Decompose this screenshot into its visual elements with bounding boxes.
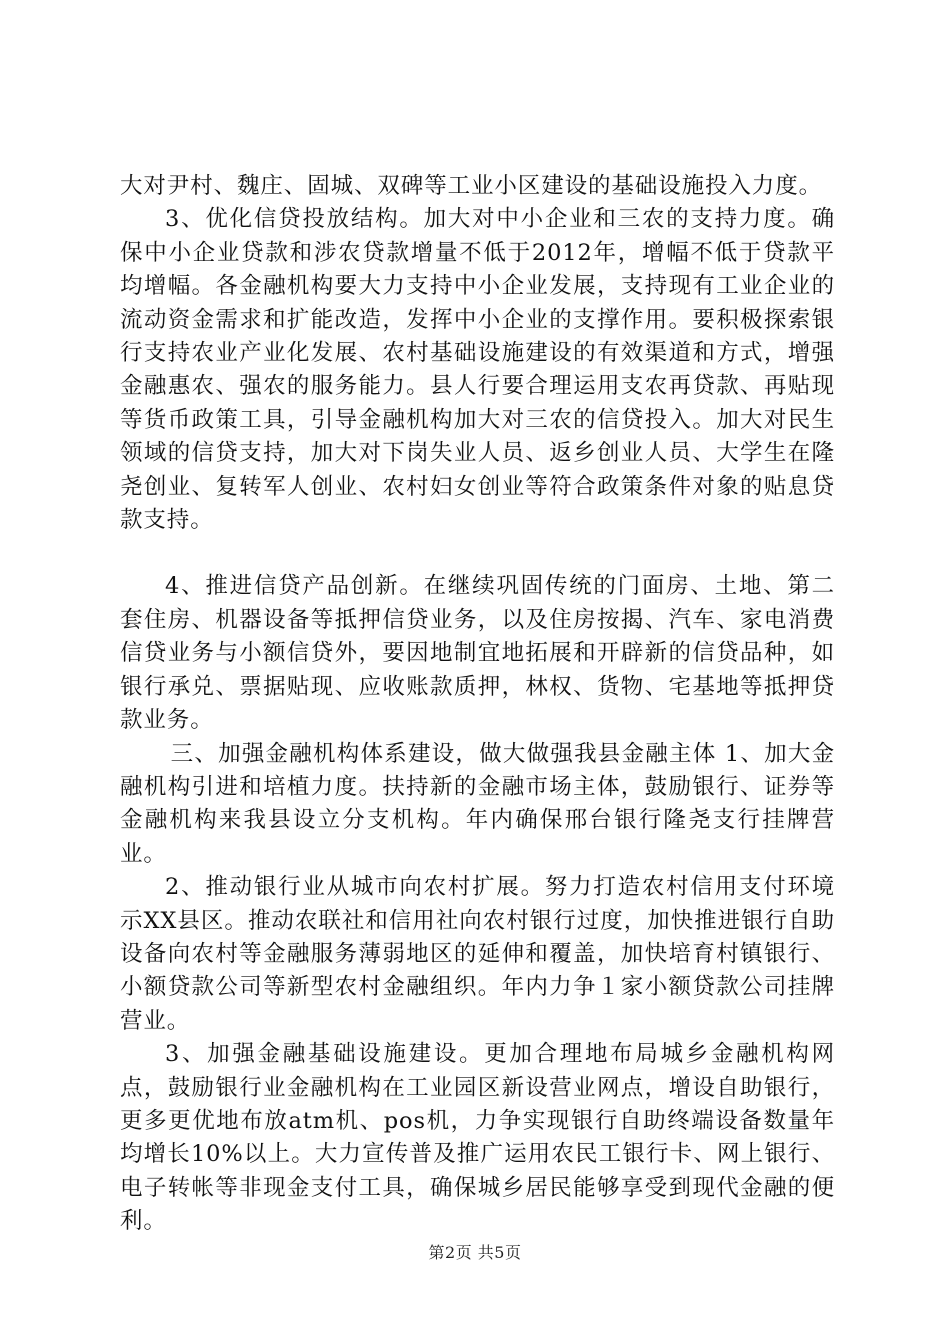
page-footer — [0, 1240, 950, 1263]
paragraph-credit-structure: 3、优化信贷投放结构。加大对中小企业和三农的支持力度。确保中小企业贷款和涉农贷款增量不低于2012年，增幅不低于贷款平均增幅。各金融机构要大力支持中小企业发展，支持现有工业企业的流动资金需求和扩能改造，发挥中小企业的支撑作用。要积极探索银行支持农业产业化发展、农村基础设施建设的有效渠道和方式，增强金融惠农、强农的服务能力。县人行要合理运用支农再贷款、再贴现等货币政策工具，引导金融机构加大对三农的信贷投入。加大对民生领域的信贷支持，加大对下岗失业人员、返乡创业人员、大学生在隆尧创业、复转军人创业、农村妇女创业等符合政策条件对象的贴息贷款支持。 — [120, 206, 835, 534]
paragraph-infrastructure: 3、加强金融基础设施建设。更加合理地布局城乡金融机构网点，鼓励银行业金融机构在工业园区新设营业网点，增设自助银行，更多更优地布放atm机、pos机，力争实现银行自助终端设备数量年均增长10%以上。大力宣传普及推广运用农民工银行卡、网上银行、电子转帐等非现金支付工具，确保城乡居民能够享受到现代金融的便利。 — [120, 1041, 835, 1235]
paragraph-rural-expansion: 2、推动银行业从城市向农村扩展。努力打造农村信用支付环境示XX县区。推动农联社和信用社向农村银行过度，加快推进银行自助设备向农村等金融服务薄弱地区的延伸和覆盖，加快培育村镇银行、小额贷款公司等新型农村金融组织。年内力争１家小额贷款公司挂牌营业。 — [120, 874, 835, 1034]
document-body — [120, 170, 835, 1239]
paragraph-section-three: 三、加强金融机构体系建设，做大做强我县金融主体 1、加大金融机构引进和培植力度。扶持新的金融市场主体，鼓励银行、证券等金融机构来我县设立分支机构。年内确保邢台银行隆尧支行挂牌营业。 — [120, 740, 835, 867]
page-number: 第2页 共5页 — [428, 1243, 522, 1262]
paragraph-credit-innovation: 4、推进信贷产品创新。在继续巩固传统的门面房、土地、第二套住房、机器设备等抵押信贷业务，以及住房按揭、汽车、家电消费信贷业务与小额信贷外，要因地制宜地拓展和开辟新的信贷品种，如银行承兑、票据贴现、应收账款质押，林权、货物、宅基地等抵押贷款业务。 — [120, 573, 835, 734]
paragraph-continuation: 大对尹村、魏庄、固城、双碑等工业小区建设的基础设施投入力度。 — [120, 173, 823, 199]
paragraph-spacer — [120, 537, 835, 570]
